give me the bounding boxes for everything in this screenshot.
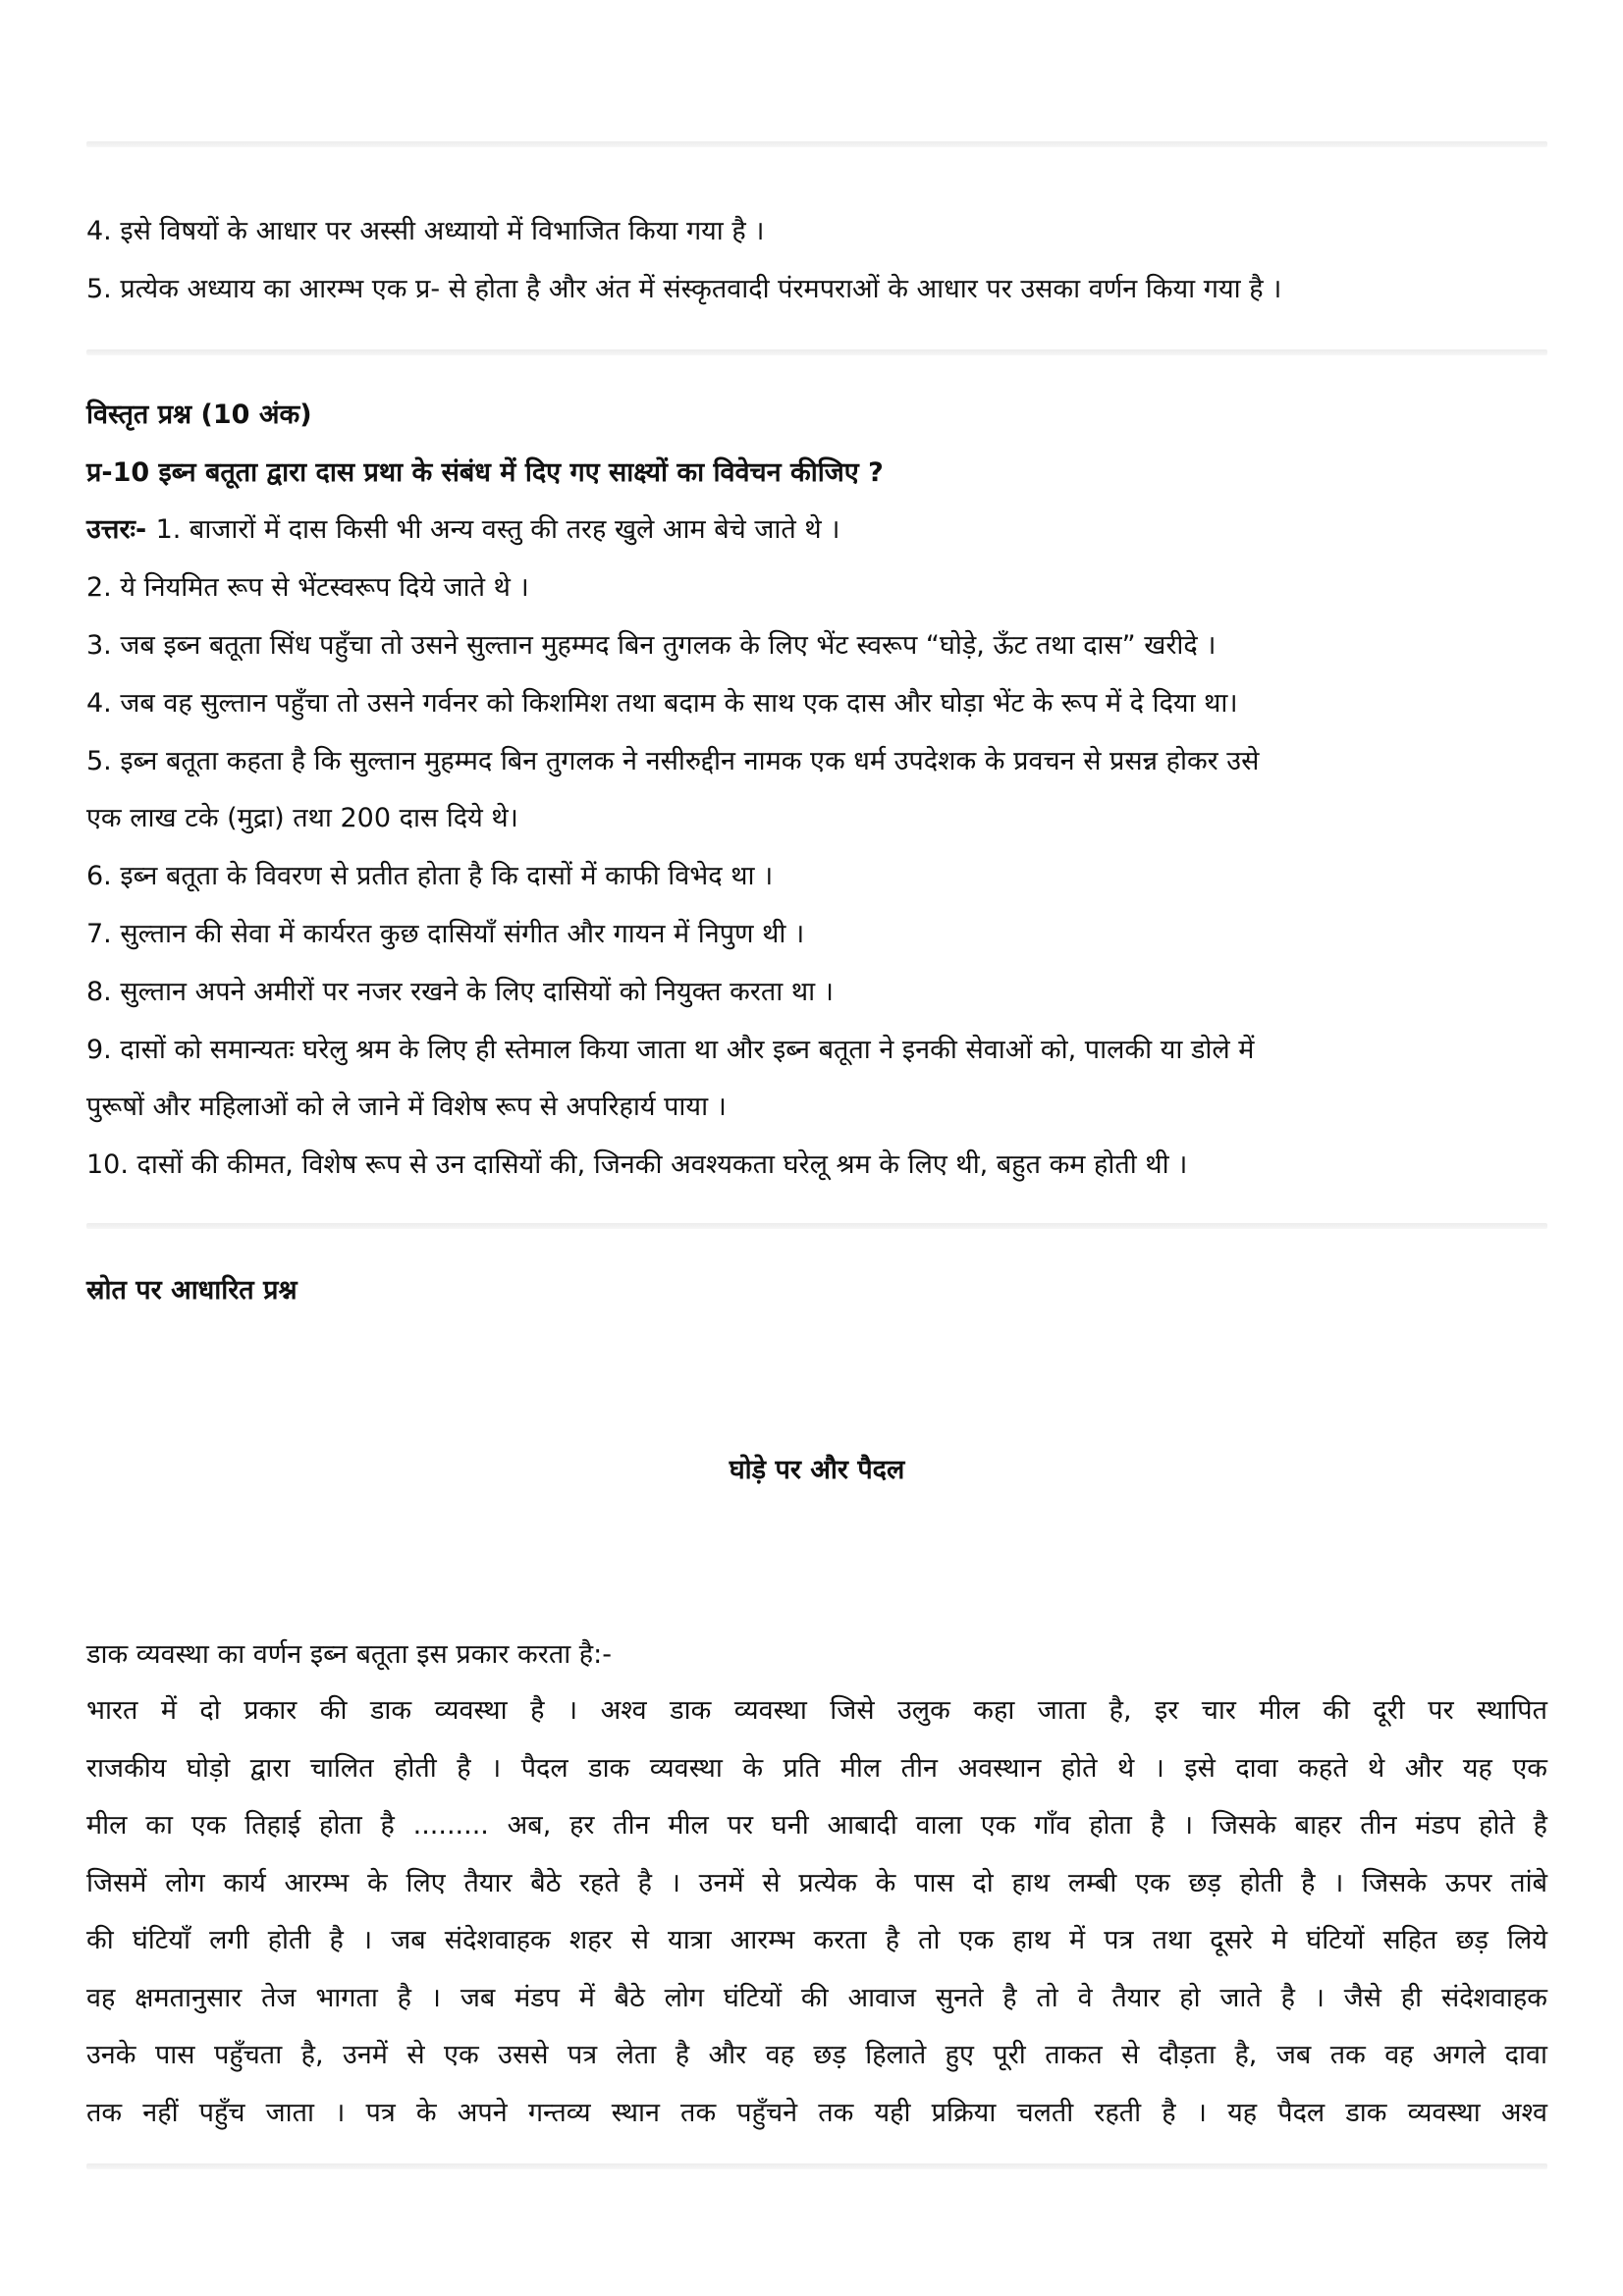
section-heading-long-question: विस्तृत प्रश्न (10 अंक)	[86, 400, 312, 430]
answer-line-4: 4. जब वह सुल्तान पहुँचा तो उसने गर्वनर को किशमिश तथा बदाम के साथ एक दास और घोड़ा भेंट के रूप में दे दिया था।	[86, 688, 1238, 719]
passage-line: जिसमें लोग कार्य आरम्भ के लिए तैयार बैठे रहते है । उनमें से प्रत्येक के पास दो हाथ लम्बी एक छड़ होती है । जिसके ऊपर तांबे	[86, 1867, 1547, 1898]
answer-line-10: 10. दासों की कीमत, विशेष रूप से उन दासियों की, जिनकी अवश्यकता घरेलू श्रम के लिए थी, बहुत कम होती थी ।	[86, 1149, 1188, 1180]
passage-line: राजकीय घोड़ो द्वारा चालित होती है । पैदल डाक व्यवस्था के प्रति मील तीन अवस्थान होते थे । इसे दावा कहते थे और यह एक	[86, 1752, 1547, 1784]
answer-line-2: 2. ये नियमित रूप से भेंटस्वरूप दिये जाते थे ।	[86, 572, 529, 603]
answer-text: 1. बाजारों में दास किसी भी अन्य वस्तु की तरह खुले आम बेचे जाते थे ।	[155, 514, 840, 545]
answer-line-5-cont: एक लाख टके (मुद्रा) तथा 200 दास दिये थे।	[86, 803, 518, 833]
answer-line-9-cont: पुरूषों और महिलाओं को ले जाने में विशेष रूप से अपरिहार्य पाया ।	[86, 1092, 727, 1122]
passage-line: की घंटियाँ लगी होती है । जब संदेशवाहक शहर से यात्रा आरम्भ करता है तो एक हाथ में पत्र तथा दूसरे मे घंटियों सहित छड़ लिये	[86, 1925, 1547, 1955]
divider-2	[86, 349, 1547, 355]
divider-bottom	[86, 2163, 1547, 2169]
passage-line: उनके पास पहुँचता है, उनमें से एक उससे पत्र लेता है और वह छड़ हिलाते हुए पूरी ताकत से दौड़ता है, जब तक वह अगले दावा	[86, 2040, 1547, 2070]
answer-line-8: 8. सुल्तान अपने अमीरों पर नजर रखने के लिए दासियों को नियुक्त करता था ।	[86, 977, 834, 1007]
divider-3	[86, 1223, 1547, 1229]
passage-line: मील का एक तिहाई होता है ......... अब, हर तीन मील पर घनी आबादी वाला एक गाँव होता है । जिसके बाहर तीन मंडप होते है	[86, 1810, 1547, 1841]
passage-line: भारत में दो प्रकार की डाक व्यवस्था है । अश्व डाक व्यवस्था जिसे उलुक कहा जाता है, इर चार मील की दूरी पर स्थापित	[86, 1695, 1547, 1726]
passage-line: तक नहीं पहुँच जाता । पत्र के अपने गन्तव्य स्थान तक पहुँचने तक यही प्रक्रिया चलती रहती है । यह पैदल डाक व्यवस्था अश्व	[86, 2097, 1547, 2128]
list-item-5: 5. प्रत्येक अध्याय का आरम्भ एक प्र- से होता है और अंत में संस्कृतवादी पंरमपराओं के आधार पर उसका वर्णन किया गया है ।	[86, 274, 1282, 304]
answer-label: उत्तरः-	[86, 514, 156, 545]
list-item-4: 4. इसे विषयों के आधार पर अस्सी अध्यायो में विभाजित किया गया है ।	[86, 216, 765, 246]
answer-line-6: 6. इब्न बतूता के विवरण से प्रतीत होता है कि दासों में काफी विभेद था ।	[86, 861, 774, 891]
passage-line: वह क्षमतानुसार तेज भागता है । जब मंडप में बैठे लोग घंटियों की आवाज सुनते है तो वे तैयार हो जाते है । जैसे ही संदेशवाहक	[86, 1982, 1547, 2013]
answer-line-3: 3. जब इब्न बतूता सिंध पहुँचा तो उसने सुल्तान मुहम्मद बिन तुगलक के लिए भेंट स्वरूप “घोड़े, ऊँट तथा दास” खरीदे ।	[86, 630, 1217, 661]
answer-line-9: 9. दासों को समान्यतः घरेलु श्रम के लिए ही स्तेमाल किया जाता था और इब्न बतूता ने इनकी सेवाओं को, पालकी या डोले में	[86, 1035, 1255, 1065]
question-10: प्र-10 इब्न बतूता द्वारा दास प्रथा के संबंध में दिए गए साक्ष्यों का विवेचन कीजिए ?	[86, 457, 884, 488]
passage-intro: डाक व्यवस्था का वर्णन इब्न बतूता इस प्रकार करता है:-	[86, 1639, 612, 1670]
divider-top	[86, 141, 1547, 147]
answer-line-1	[86, 510, 1547, 550]
answer-line-7: 7. सुल्तान की सेवा में कार्यरत कुछ दासियाँ संगीत और गायन में निपुण थी ।	[86, 919, 805, 949]
answer-line-5: 5. इब्न बतूता कहता है कि सुल्तान मुहम्मद बिन तुगलक ने नसीरुद्दीन नामक एक धर्म उपदेशक के प्रवचन से प्रसन्न होकर उसे	[86, 746, 1260, 776]
passage-body	[86, 1682, 1547, 2142]
source-section-heading: स्रोत पर आधारित प्रश्न	[86, 1275, 298, 1306]
passage-title: घोड़े पर और पैदल	[729, 1455, 905, 1485]
